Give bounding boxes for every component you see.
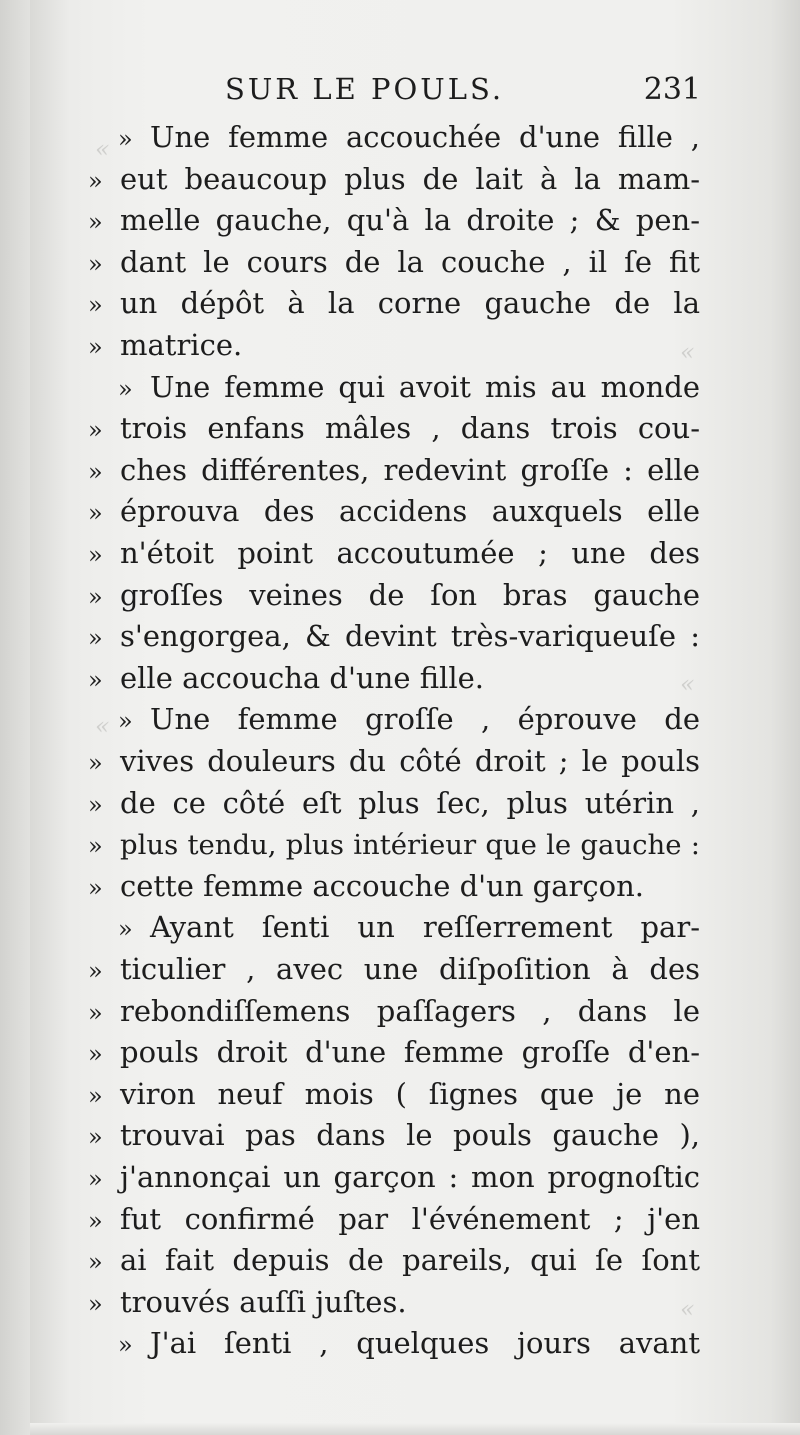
line-text: n'étoit point accoutumée ; une des (120, 536, 700, 570)
line-text: Une femme qui avoit mis au monde (150, 369, 700, 404)
line-text: cette femme accouche d'un garçon. (120, 868, 644, 903)
text-line (88, 408, 700, 448)
quote-mark: » (88, 208, 103, 237)
line-text: trouvai pas dans le pouls gauche ), (120, 1118, 700, 1153)
line-text: matrice. (120, 328, 243, 362)
line-text: de ce côté eſt plus ſec, plus utérin , (120, 785, 700, 820)
line-text: Une femme accouchée d'une fille , (150, 120, 700, 154)
line-text: ticulier , avec une diſpoſition à des (120, 952, 700, 986)
text-line (88, 658, 484, 698)
quote-mark: » (88, 1123, 103, 1152)
quote-mark: » (88, 291, 103, 320)
text-line (88, 575, 700, 615)
line-text: dant le cours de la couche , il ſe fit (120, 244, 700, 279)
quote-mark: » (88, 541, 103, 569)
line-text: fut confirmé par l'événement ; j'en (120, 1201, 700, 1236)
bleed-through-mark: « (680, 338, 695, 366)
text-line (88, 741, 700, 781)
page-header (225, 72, 705, 112)
line-text: J'ai ſenti , quelques jours avant (150, 1326, 700, 1361)
quote-mark: » (118, 915, 133, 944)
line-text: éprouva des accidens auxquels elle (120, 494, 700, 529)
quote-mark: » (118, 374, 133, 403)
text-line (88, 242, 700, 282)
running-title: SUR LE POULS. (225, 72, 505, 106)
page-gutter (0, 0, 30, 1435)
text-line (118, 117, 700, 157)
line-text: trouvés auſſi juſtes. (120, 1284, 407, 1319)
text-line (88, 325, 242, 365)
text-line (88, 783, 700, 823)
quote-mark: » (88, 790, 103, 819)
line-text: ches différentes, redevint groſſe : elle (120, 452, 700, 487)
quote-mark: » (88, 333, 103, 361)
text-line (88, 616, 700, 656)
quote-mark: » (88, 457, 103, 486)
text-line (88, 1240, 700, 1280)
bleed-through-mark: « (95, 135, 110, 163)
quote-mark: » (88, 749, 103, 777)
text-line (88, 866, 644, 906)
text-line (118, 699, 700, 739)
page-number: 231 (643, 72, 701, 107)
quote-mark: » (88, 1040, 103, 1069)
line-text: viron neuf mois ( ſignes que je ne (120, 1076, 700, 1111)
line-text: elle accoucha d'une fille. (120, 660, 484, 695)
text-line (88, 1157, 700, 1197)
text-line (88, 1032, 700, 1072)
quote-mark: » (88, 832, 103, 861)
quote-mark: » (88, 1289, 103, 1318)
line-text: groſſes veines de ſon bras gauche (120, 577, 700, 612)
bleed-through-mark: « (95, 712, 110, 740)
line-text: pouls droit d'une femme groſſe d'en- (120, 1035, 700, 1070)
text-line (88, 450, 700, 490)
line-text: rebondiſſemens paſſagers , dans le (120, 993, 700, 1028)
quote-mark: » (88, 1206, 103, 1235)
text-line (88, 491, 700, 531)
quote-mark: » (88, 1248, 103, 1277)
text-line (88, 1074, 700, 1114)
line-text: vives douleurs du côté droit ; le pouls (120, 744, 700, 778)
line-text: Ayant ſenti un reſſerrement par- (150, 910, 700, 945)
quote-mark: » (88, 665, 103, 694)
quote-mark: » (118, 125, 133, 153)
text-line (88, 1199, 700, 1239)
text-line (88, 991, 700, 1031)
line-text: ai fait depuis de pareils, qui ſe ſont (120, 1243, 700, 1278)
quote-mark: » (118, 707, 133, 736)
text-line (118, 367, 700, 407)
text-line (88, 159, 700, 199)
text-line (88, 533, 700, 573)
text-line (118, 1323, 700, 1363)
line-text: s'engorgea, & devint très-variqueuſe : (120, 619, 700, 654)
quote-mark: » (88, 166, 103, 195)
line-text: melle gauche, qu'à la droite ; & pen- (120, 203, 700, 238)
text-line (88, 200, 700, 240)
text-line (88, 283, 700, 323)
line-text: trois enfans mâles , dans trois cou- (120, 411, 700, 446)
line-text: un dépôt à la corne gauche de la (120, 286, 700, 321)
quote-mark: » (88, 416, 103, 445)
text-line (88, 824, 700, 864)
quote-mark: » (88, 249, 103, 278)
quote-mark: » (88, 582, 103, 611)
line-text: plus tendu, plus intérieur que le gauche : (120, 829, 700, 862)
quote-mark: » (88, 957, 103, 985)
line-text: eut beaucoup plus de lait à la mam- (120, 161, 700, 196)
quote-mark: » (88, 1081, 103, 1110)
text-line (88, 1282, 407, 1322)
quote-mark: » (88, 1165, 103, 1193)
quote-mark: » (118, 1331, 133, 1360)
quote-mark: » (88, 624, 103, 653)
quote-mark: » (88, 499, 103, 528)
quote-mark: » (88, 998, 103, 1027)
line-text: Une femme groſſe , éprouve de (150, 702, 700, 737)
page-bottom-edge (30, 1423, 800, 1435)
text-line (118, 907, 700, 947)
line-text: j'annonçai un garçon : mon prognoſtic (120, 1160, 700, 1194)
text-line (88, 949, 700, 989)
text-line (88, 1115, 700, 1155)
bleed-through-mark: « (680, 670, 695, 698)
bleed-through-mark: « (680, 1295, 695, 1323)
quote-mark: » (88, 873, 103, 902)
